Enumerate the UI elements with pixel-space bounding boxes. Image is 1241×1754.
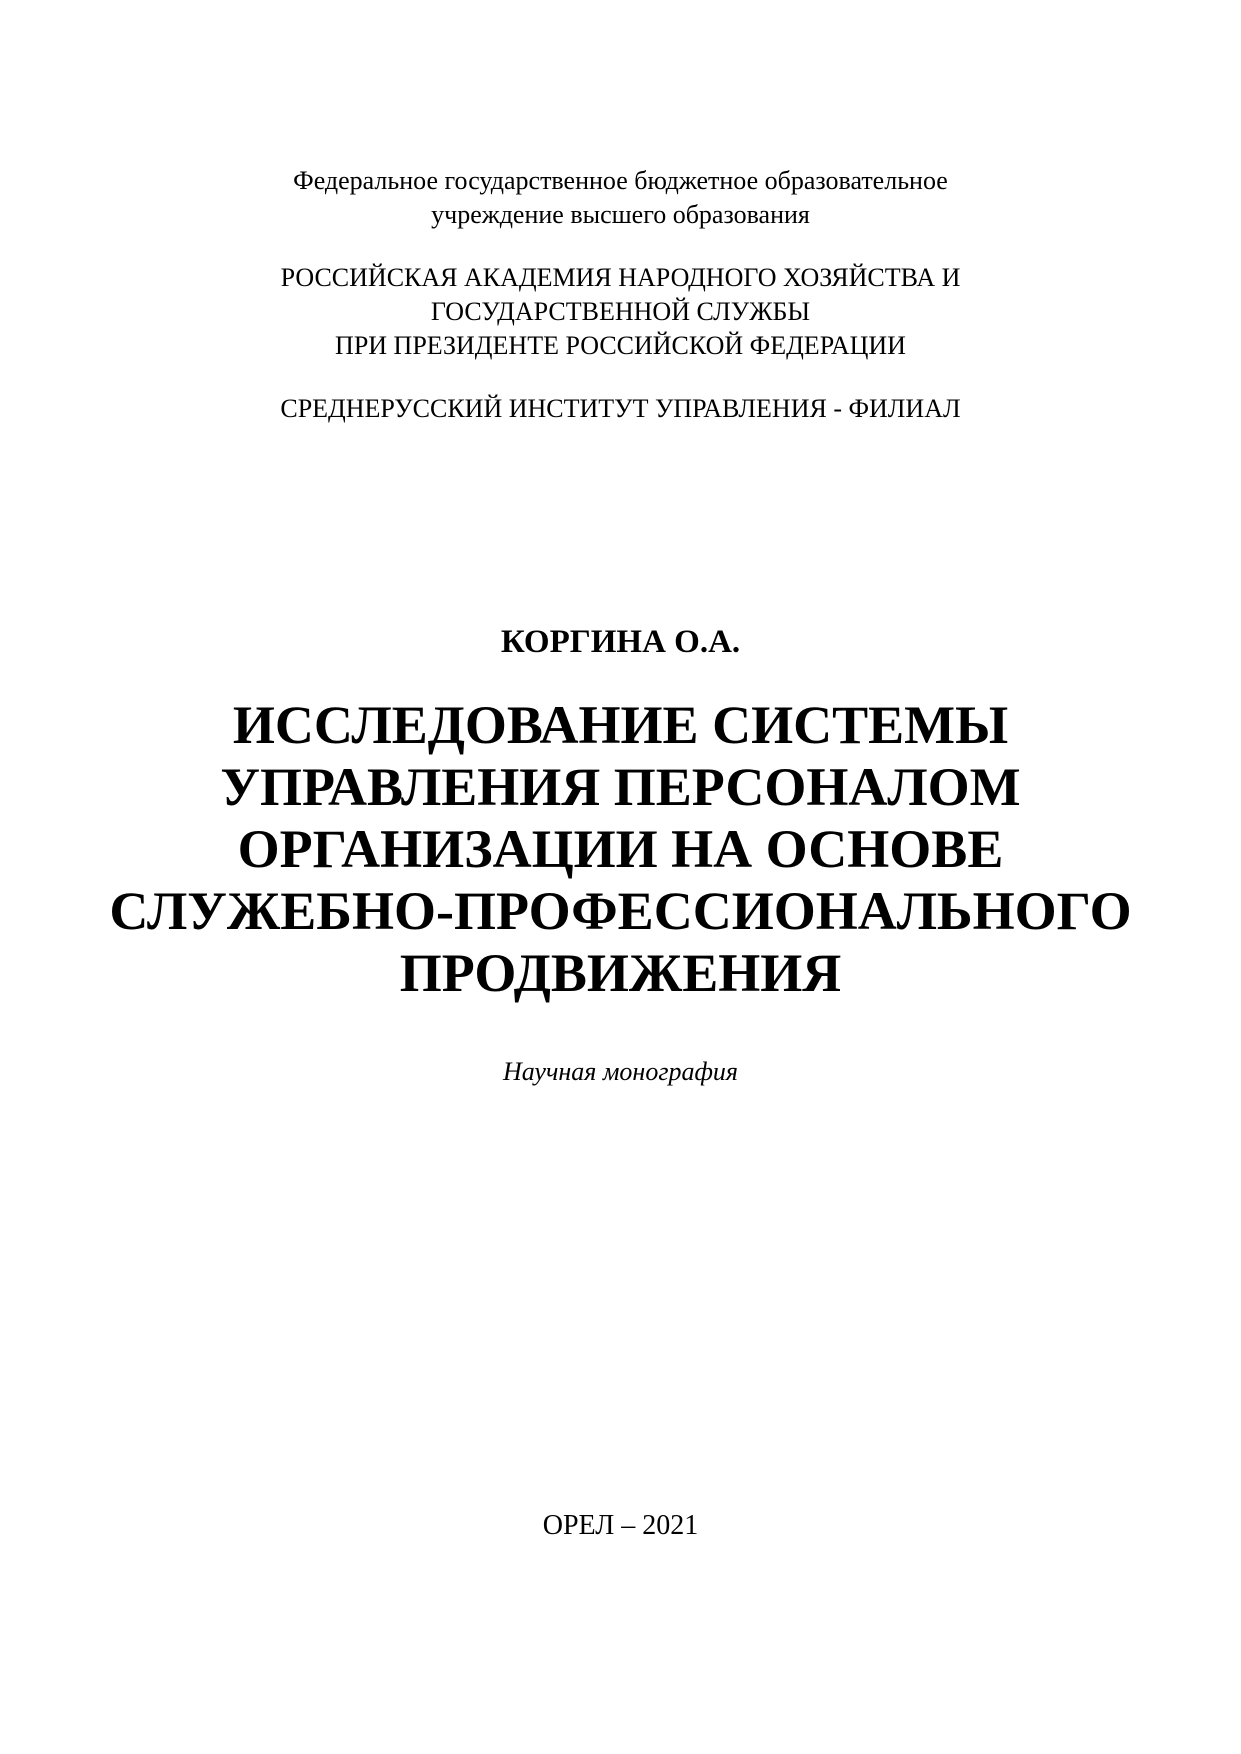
city-year: ОРЕЛ – 2021: [542, 1510, 699, 1541]
title-line-4: СЛУЖЕБНО-ПРОФЕССИОНАЛЬНОГО: [109, 881, 1132, 941]
academy-line-3: ПРИ ПРЕЗИДЕНТЕ РОССИЙСКОЙ ФЕДЕРАЦИИ: [335, 331, 906, 360]
branch-name: СРЕДНЕРУССКИЙ ИНСТИТУТ УПРАВЛЕНИЯ - ФИЛИАЛ: [280, 394, 961, 423]
publication-type: Научная монография: [502, 1057, 739, 1086]
institution-type-line-2: учреждение высшего образования: [431, 200, 810, 229]
title-line-1: ИССЛЕДОВАНИЕ СИСТЕМЫ: [232, 695, 1009, 755]
title-line-3: ОРГАНИЗАЦИИ НА ОСНОВЕ: [237, 819, 1004, 879]
academy-line-2: ГОСУДАРСТВЕННОЙ СЛУЖБЫ: [430, 297, 811, 326]
title-line-5: ПРОДВИЖЕНИЯ: [399, 943, 842, 1003]
institution-type-line-1: Федеральное государственное бюджетное образовательное: [293, 166, 948, 195]
author-name: КОРГИНА О.А.: [500, 624, 741, 660]
title-line-2: УПРАВЛЕНИЯ ПЕРСОНАЛОМ: [220, 757, 1021, 817]
academy-line-1: РОССИЙСКАЯ АКАДЕМИЯ НАРОДНОГО ХОЗЯЙСТВА И: [280, 263, 961, 292]
